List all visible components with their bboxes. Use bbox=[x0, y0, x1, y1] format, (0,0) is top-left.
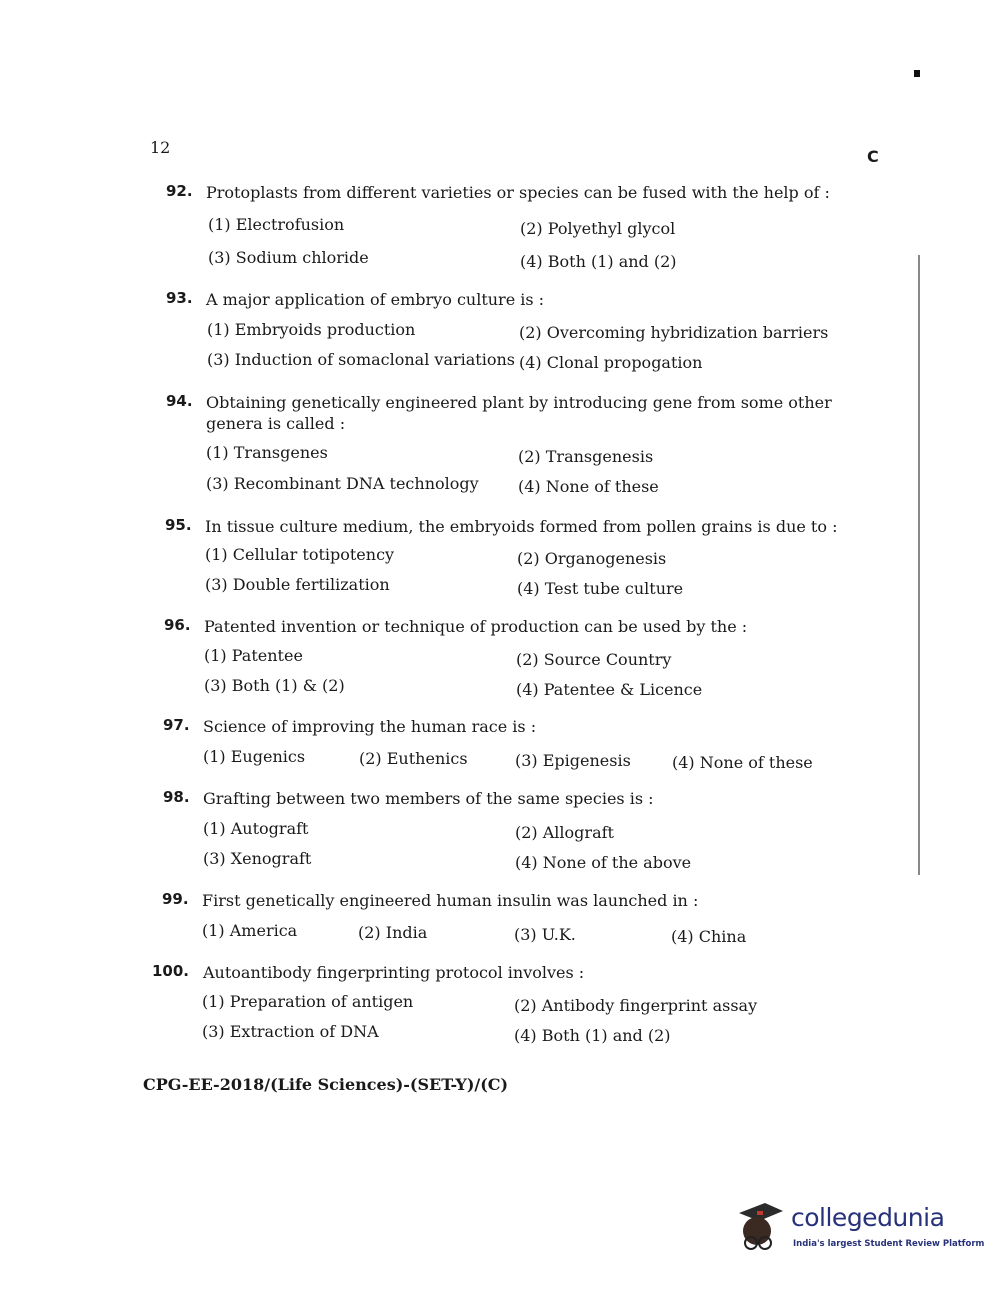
question-number: 94. bbox=[166, 392, 193, 410]
question-text: Autoantibody fingerprinting protocol involves : bbox=[203, 963, 585, 982]
question-number: 98. bbox=[163, 788, 190, 806]
question-number: 97. bbox=[163, 716, 190, 734]
question-96 bbox=[164, 616, 864, 706]
option-1: (1) Embryoids production bbox=[207, 320, 416, 339]
option-1: (1) Eugenics bbox=[203, 747, 306, 766]
question-number: 99. bbox=[162, 890, 189, 908]
question-93 bbox=[166, 289, 866, 379]
option-2: (2) Organogenesis bbox=[517, 549, 667, 568]
option-3: (3) Recombinant DNA technology bbox=[206, 474, 479, 493]
option-4: (4) None of the above bbox=[515, 853, 692, 872]
option-1: (1) America bbox=[202, 921, 298, 940]
option-4: (4) Clonal propogation bbox=[519, 353, 703, 372]
option-1: (1) Preparation of antigen bbox=[202, 992, 414, 1011]
option-1: (1) Autograft bbox=[203, 819, 309, 838]
question-99 bbox=[162, 890, 862, 950]
option-3: (3) Both (1) & (2) bbox=[204, 676, 345, 695]
page-number: 12 bbox=[150, 138, 171, 157]
question-95 bbox=[165, 516, 865, 606]
option-2: (2) Overcoming hybridization barriers bbox=[519, 323, 829, 342]
question-text: Protoplasts from different varieties or species can be fused with the help of : bbox=[206, 183, 830, 202]
scan-speck bbox=[914, 70, 920, 77]
option-4: (4) None of these bbox=[518, 477, 659, 496]
option-2: (2) Transgenesis bbox=[518, 447, 654, 466]
question-number: 95. bbox=[165, 516, 192, 534]
paper-code: CPG-EE-2018/(Life Sciences)-(SET-Y)/(C) bbox=[143, 1075, 509, 1094]
question-text: Obtaining genetically engineered plant by introducing gene from some other genera is called : bbox=[206, 393, 832, 433]
option-4: (4) China bbox=[671, 927, 747, 946]
question-text: Grafting between two members of the same species is : bbox=[203, 789, 654, 808]
set-letter: C bbox=[867, 147, 879, 166]
margin-line bbox=[918, 255, 920, 875]
question-100 bbox=[152, 962, 852, 1052]
option-2: (2) Euthenics bbox=[359, 749, 468, 768]
option-1: (1) Transgenes bbox=[206, 443, 328, 462]
option-3: (3) U.K. bbox=[514, 925, 576, 944]
question-number: 93. bbox=[166, 289, 193, 307]
option-2: (2) Polyethyl glycol bbox=[520, 219, 676, 238]
option-4: (4) Both (1) and (2) bbox=[514, 1026, 671, 1045]
question-text: Patented invention or technique of production can be used by the : bbox=[204, 617, 748, 636]
question-text: In tissue culture medium, the embryoids formed from pollen grains is due to : bbox=[205, 517, 838, 536]
option-3: (3) Xenograft bbox=[203, 849, 312, 868]
option-2: (2) India bbox=[358, 923, 428, 942]
option-2: (2) Source Country bbox=[516, 650, 672, 669]
question-number: 92. bbox=[166, 182, 193, 200]
brand-tagline: India's largest Student Review Platform bbox=[793, 1239, 985, 1249]
option-2: (2) Antibody fingerprint assay bbox=[514, 996, 758, 1015]
question-94 bbox=[166, 392, 866, 502]
brand-name: collegedunia bbox=[791, 1203, 945, 1232]
option-4: (4) Test tube culture bbox=[517, 579, 684, 598]
question-98 bbox=[163, 788, 863, 878]
option-1: (1) Electrofusion bbox=[208, 215, 345, 234]
option-3: (3) Extraction of DNA bbox=[202, 1022, 379, 1041]
option-1: (1) Cellular totipotency bbox=[205, 545, 395, 564]
option-3: (3) Sodium chloride bbox=[208, 248, 369, 267]
question-text: A major application of embryo culture is : bbox=[206, 290, 545, 309]
option-3: (3) Epigenesis bbox=[515, 751, 631, 770]
question-number: 100. bbox=[152, 962, 190, 980]
option-4: (4) Patentee & Licence bbox=[516, 680, 703, 699]
option-4: (4) Both (1) and (2) bbox=[520, 252, 677, 271]
option-3: (3) Double fertilization bbox=[205, 575, 390, 594]
question-97 bbox=[163, 716, 863, 776]
option-3: (3) Induction of somaclonal variations bbox=[207, 350, 515, 369]
question-text: First genetically engineered human insulin was launched in : bbox=[202, 891, 699, 910]
question-text: Science of improving the human race is : bbox=[203, 717, 537, 736]
question-92 bbox=[166, 182, 866, 272]
option-1: (1) Patentee bbox=[204, 646, 303, 665]
option-2: (2) Allograft bbox=[515, 823, 614, 842]
student-mascot-icon bbox=[735, 1199, 785, 1255]
question-number: 96. bbox=[164, 616, 191, 634]
collegedunia-watermark bbox=[735, 1195, 985, 1265]
option-4: (4) None of these bbox=[672, 753, 813, 772]
